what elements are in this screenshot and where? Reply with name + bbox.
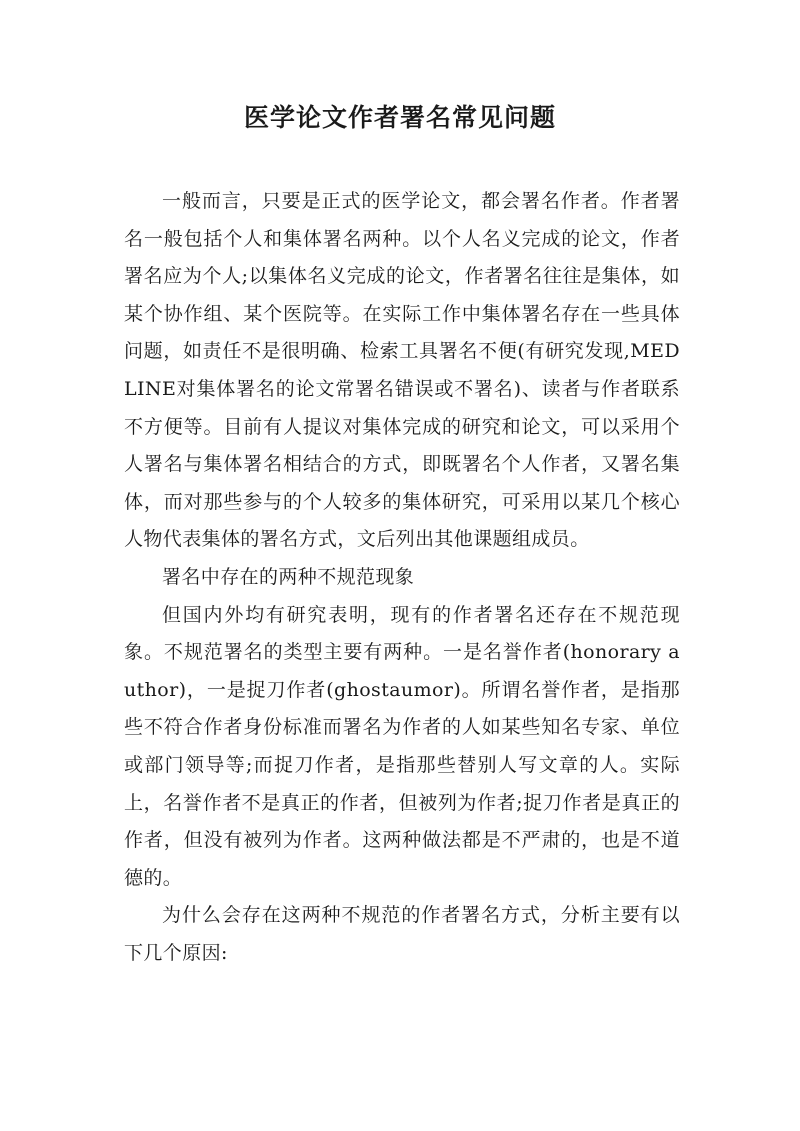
document-title: 医学论文作者署名常见问题 — [243, 103, 556, 132]
document-body — [124, 183, 680, 972]
section-heading: 署名中存在的两种不规范现象 — [162, 565, 415, 588]
paragraph-irregular-authorship: 但国内外均有研究表明，现有的作者署名还存在不规范现象。不规范署名的类型主要有两种。一是名誉作者(honorary author)，一是捉刀作者(ghostaumor)。所谓名誉作者，是指那些不符合作者身份标准而署名为作者的人如某些知名专家、单位或部门领导等;而捉刀作者，是指那些替别人写文章的人。实际上，名誉作者不是真正的作者，但被列为作者;捉刀作者是真正的作者，但没有被列为作者。这两种做法都是不严肃的，也是不道德的。 — [124, 603, 680, 889]
paragraph-reasons: 为什么会存在这两种不规范的作者署名方式，分析主要有以下几个原因: — [124, 904, 680, 964]
paragraph-intro: 一般而言，只要是正式的医学论文，都会署名作者。作者署名一般包括个人和集体署名两种。以个人名义完成的论文，作者署名应为个人;以集体名义完成的论文，作者署名往往是集体，如某个协作组、某个医院等。在实际工作中集体署名存在一些具体问题，如责任不是很明确、检索工具署名不便(有研究发现,MEDLINE对集体署名的论文常署名错误或不署名)、读者与作者联系不方便等。目前有人提议对集体完成的研究和论文，可以采用个人署名与集体署名相结合的方式，即既署名个人作者，又署名集体，而对那些参与的个人较多的集体研究，可采用以某几个核心人物代表集体的署名方式，文后列出其他课题组成员。 — [124, 190, 680, 551]
